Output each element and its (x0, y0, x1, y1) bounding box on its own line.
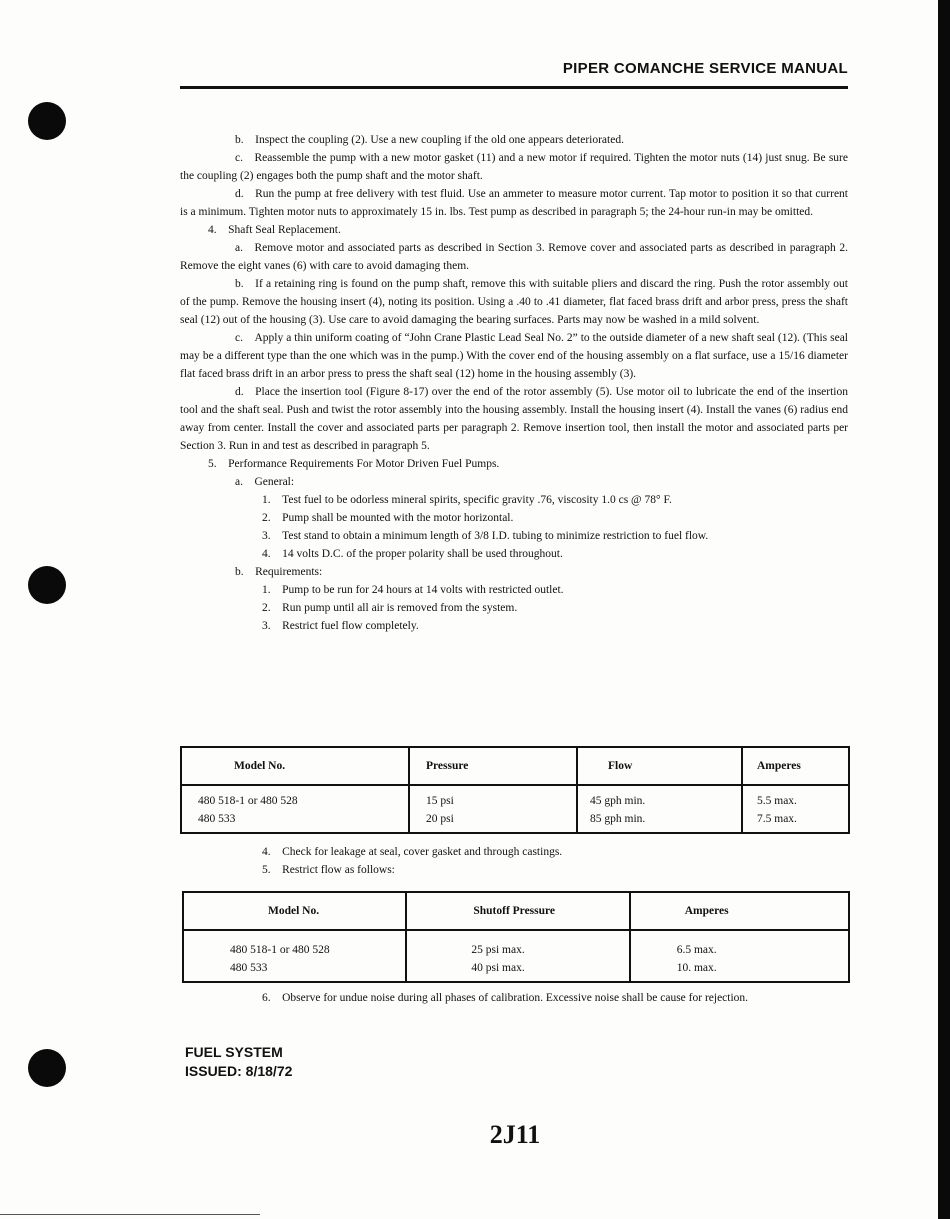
para-3b: b. Inspect the coupling (2). Use a new coupling if the old one appears deteriorated. (235, 134, 624, 146)
requirement-item-5: 5. Restrict flow as follows: (262, 864, 395, 876)
cell-pressure: 15 psi 20 psi (409, 785, 577, 833)
page-footer (185, 1043, 292, 1081)
scan-bottom-rule (0, 1214, 260, 1215)
para-3c: c. Reassemble the pump with a new motor gasket (11) and a new motor if required. Tighten the motor nuts (14) just snug. Be sure the coupling (2) engages both the pump shaft and the motor shaft. (180, 152, 848, 182)
para-4a: a. Remove motor and associated parts as described in Section 3. Remove cover and associated parts as described in paragraph 2. Remove the eight vanes (6) with care to avoid damaging them. (180, 242, 848, 272)
binder-hole-bottom (28, 1049, 66, 1087)
requirement-item-4: 4. Check for leakage at seal, cover gasket and through castings. (262, 846, 563, 858)
heading-5b: b. Requirements: (235, 566, 323, 578)
para-3d: d. Run the pump at free delivery with test fluid. Use an ammeter to measure motor current. Tap motor to position it so that current is a minimum. Tighten motor nuts to approximately 15 in. lbs. Test pump as described in paragraph 5; the 24-hour run-in may be omitted. (180, 188, 848, 218)
general-item-4: 4. 14 volts D.C. of the proper polarity shall be used throughout. (262, 548, 563, 560)
footer-section: FUEL SYSTEM (185, 1044, 283, 1060)
col-header-pressure: Pressure (409, 747, 577, 785)
col-header-amperes-2: Amperes (630, 892, 849, 930)
general-item-1: 1. Test fuel to be odorless mineral spirits, specific gravity .76, viscosity 1.0 cs @ 78° F. (262, 494, 672, 506)
binder-hole-middle (28, 566, 66, 604)
col-header-model-2: Model No. (183, 892, 406, 930)
page-body (180, 131, 848, 635)
shutoff-pressure-table (182, 891, 850, 983)
page-header: PIPER COMANCHE SERVICE MANUAL (562, 60, 848, 77)
final-requirements (180, 989, 848, 1007)
mid-requirements (180, 843, 848, 879)
heading-4: 4. Shaft Seal Replacement. (208, 224, 341, 236)
page-edge-bar (938, 0, 950, 1219)
cell-model-2: 480 518-1 or 480 528 480 533 (183, 930, 406, 982)
para-4b: b. If a retaining ring is found on the pump shaft, remove this with suitable pliers and discard the ring. Push the rotor assembly out of the pump. Remove the housing insert (4), noting its position. Using a .40 to .41 diameter, flat faced brass drift and arbor press, press the shaft seal (12) out of the housing (3). Use care to avoid damaging the bearing surfaces. Parts may now be washed in a mild solvent. (180, 278, 848, 326)
heading-5a: a. General: (235, 476, 295, 488)
page-number: 2J11 (489, 1120, 541, 1149)
cell-model: 480 518-1 or 480 528 480 533 (181, 785, 409, 833)
requirement-item-3: 3. Restrict fuel flow completely. (262, 620, 419, 632)
cell-amperes-2: 6.5 max. 10. max. (630, 930, 849, 982)
footer-issued-date: ISSUED: 8/18/72 (185, 1063, 293, 1079)
heading-5: 5. Performance Requirements For Motor Driven Fuel Pumps. (208, 458, 500, 470)
para-4c: c. Apply a thin uniform coating of “John Crane Plastic Lead Seal No. 2” to the outside diameter of a new shaft seal (12). (This seal may be a different type than the one which was in the pump.) With the cover end of the housing assembly on a flat surface, use a 15/16 diameter flat faced brass drift in an arbor press to press the shaft seal (12) home in the housing assembly (3). (180, 332, 848, 380)
cell-flow: 45 gph min. 85 gph min. (577, 785, 742, 833)
col-header-model: Model No. (181, 747, 409, 785)
general-item-2: 2. Pump shall be mounted with the motor horizontal. (262, 512, 514, 524)
col-header-shutoff: Shutoff Pressure (406, 892, 629, 930)
requirement-item-1: 1. Pump to be run for 24 hours at 14 volts with restricted outlet. (262, 584, 564, 596)
header-rule (180, 86, 848, 89)
cell-shutoff: 25 psi max. 40 psi max. (406, 930, 629, 982)
para-4d: d. Place the insertion tool (Figure 8-17) over the end of the rotor assembly (5). Use motor oil to lubricate the end of the insertion tool and the shaft seal. Push and twist the rotor assembly into the housing assembly. Install the housing insert (4). Install the vanes (6) radius end away from center. Install the cover and associated parts per paragraph 2. Remove insertion tool, then install the motor and associated parts per Section 3. Run in and test as described in paragraph 5. (180, 386, 848, 452)
general-item-3: 3. Test stand to obtain a minimum length of 3/8 I.D. tubing to minimize restriction to fuel flow. (262, 530, 709, 542)
requirement-item-2: 2. Run pump until all air is removed from the system. (262, 602, 518, 614)
col-header-amperes: Amperes (742, 747, 849, 785)
requirement-item-6: 6. Observe for undue noise during all phases of calibration. Excessive noise shall be cause for rejection. (262, 992, 749, 1004)
cell-amperes: 5.5 max. 7.5 max. (742, 785, 849, 833)
binder-hole-top (28, 102, 66, 140)
pressure-flow-table (180, 746, 850, 834)
col-header-flow: Flow (577, 747, 742, 785)
